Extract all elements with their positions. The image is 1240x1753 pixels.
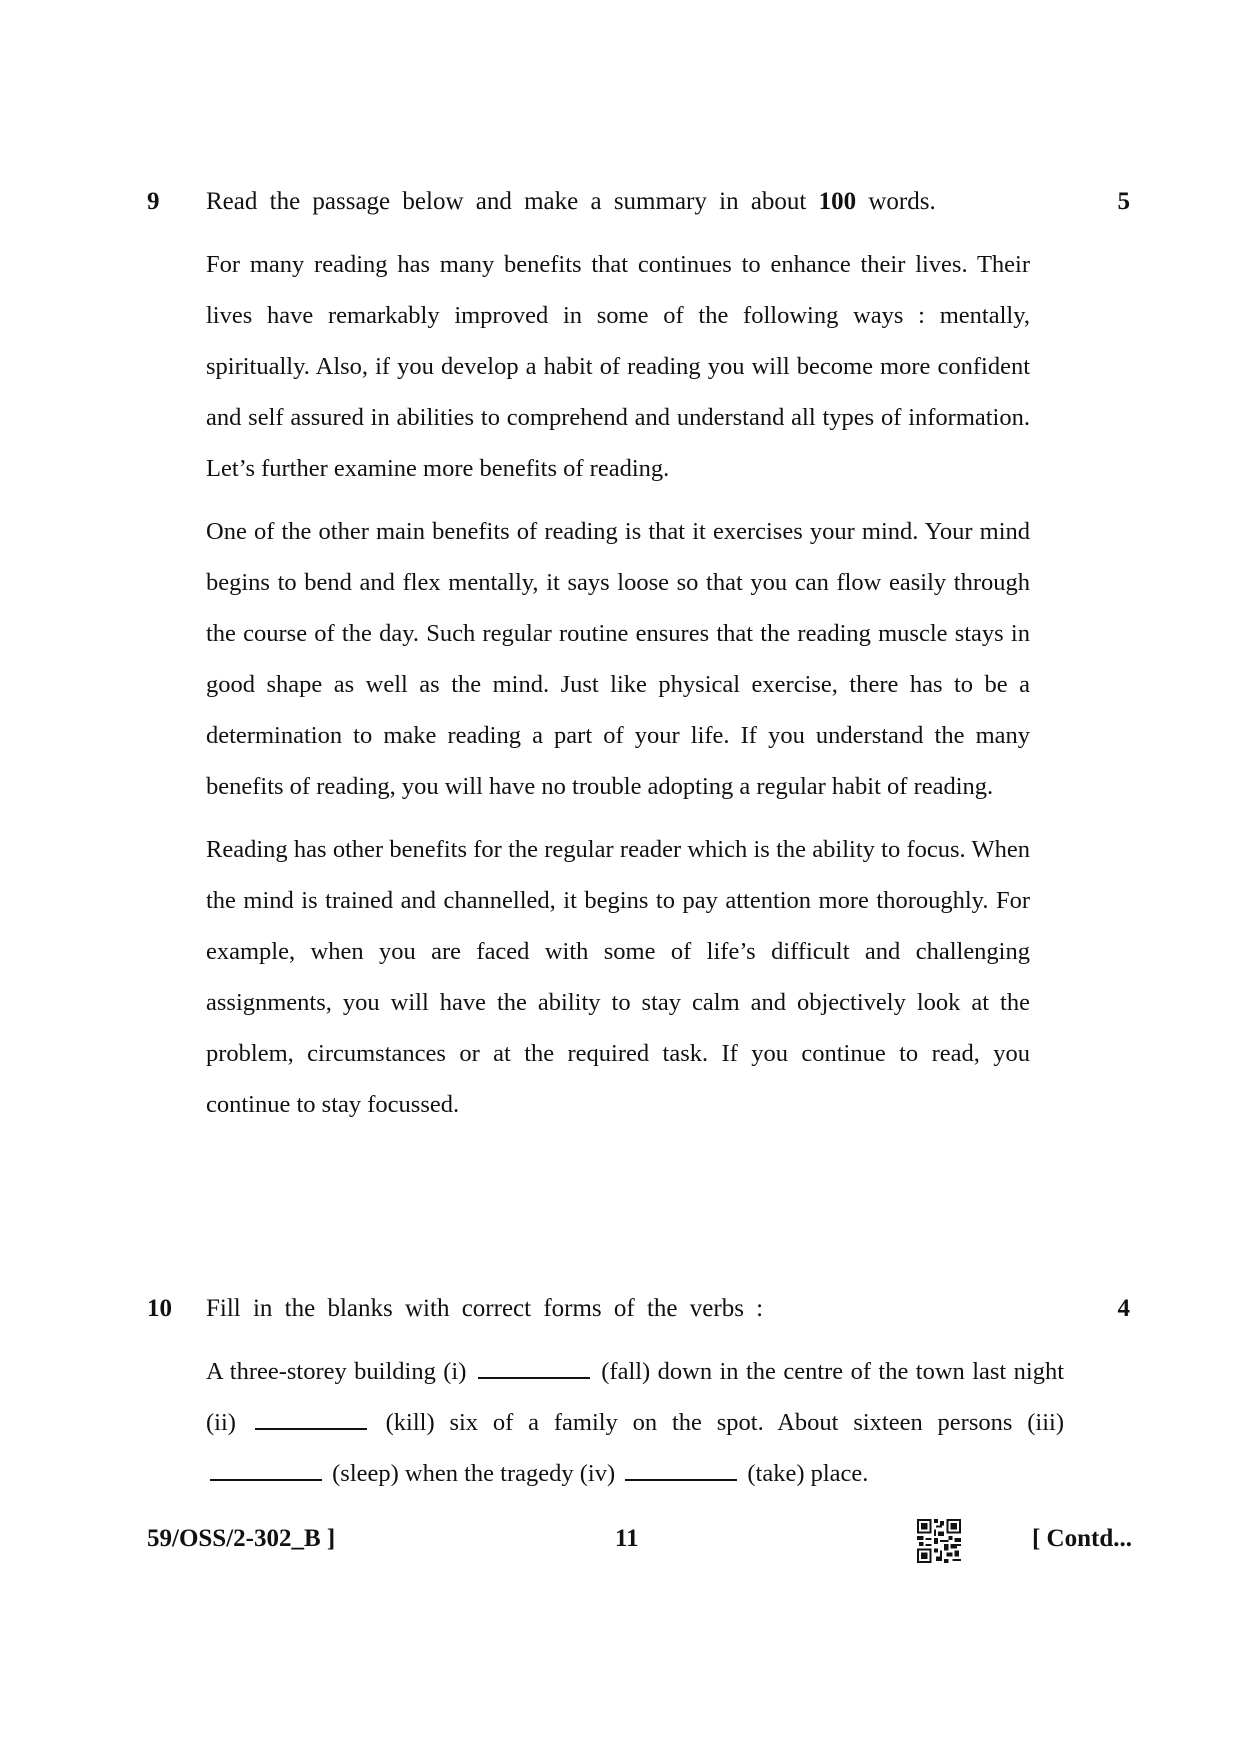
page-number: 11	[615, 1525, 639, 1552]
question-marks: 5	[1117, 188, 1130, 215]
blank-iii[interactable]	[210, 1457, 322, 1481]
fill-segment: A three-storey building (i)	[206, 1358, 467, 1385]
paper-code: 59/OSS/2-302_B ]	[147, 1525, 336, 1552]
blank-iv[interactable]	[625, 1457, 737, 1481]
question-prompt	[206, 188, 936, 216]
blank-i[interactable]	[478, 1355, 590, 1379]
prompt-text: Read the passage below and make a summary in about	[206, 188, 807, 215]
qr-code-icon	[917, 1519, 961, 1563]
question-prompt: Fill in the blanks with correct forms of the verbs :	[206, 1295, 764, 1322]
fill-segment: (fall) down in the centre of the town last night (ii)	[206, 1358, 1064, 1436]
question-marks: 4	[1117, 1295, 1130, 1322]
fill-segment: (kill) six of a family on the spot. About sixteen persons (iii)	[385, 1409, 1064, 1436]
prompt-text-end: words.	[868, 188, 936, 215]
fill-in-blanks-text	[206, 1346, 1064, 1499]
fill-segment: (sleep) when the tragedy (iv)	[332, 1460, 616, 1487]
page-footer	[0, 1525, 1240, 1565]
fill-segment: (take) place.	[747, 1460, 869, 1487]
reading-passage	[206, 239, 1030, 1142]
passage-paragraph: For many reading has many benefits that continues to enhance their lives. Their lives have remarkably improved in some of the following ways : mentally, spiritually. Also, if you develop a habit of reading you will become more confident and self assured in abilities to comprehend and understand all types of information. Let’s further examine more benefits of reading.	[206, 251, 1030, 482]
passage-paragraph: One of the other main benefits of reading is that it exercises your mind. Your mind begins to bend and flex mentally, it says loose so that you can flow easily through the course of the day. Such regular routine ensures that the reading muscle stays in good shape as well as the mind. Just like physical exercise, there has to be a determination to make reading a part of your life. If you understand the many benefits of reading, you will have no trouble adopting a regular habit of reading.	[206, 518, 1030, 800]
question-number: 9	[147, 188, 160, 215]
blank-ii[interactable]	[255, 1406, 367, 1430]
continued-label: [ Contd...	[1031, 1525, 1132, 1552]
passage-paragraph: Reading has other benefits for the regular reader which is the ability to focus. When the mind is trained and channelled, it begins to pay attention more thoroughly. For example, when you are faced with some of life’s difficult and challenging assignments, you will have the ability to stay calm and objectively look at the problem, circumstances or at the required task. If you continue to read, you continue to stay focussed.	[206, 836, 1030, 1118]
prompt-word-count: 100	[818, 188, 857, 215]
question-number: 10	[147, 1295, 172, 1322]
